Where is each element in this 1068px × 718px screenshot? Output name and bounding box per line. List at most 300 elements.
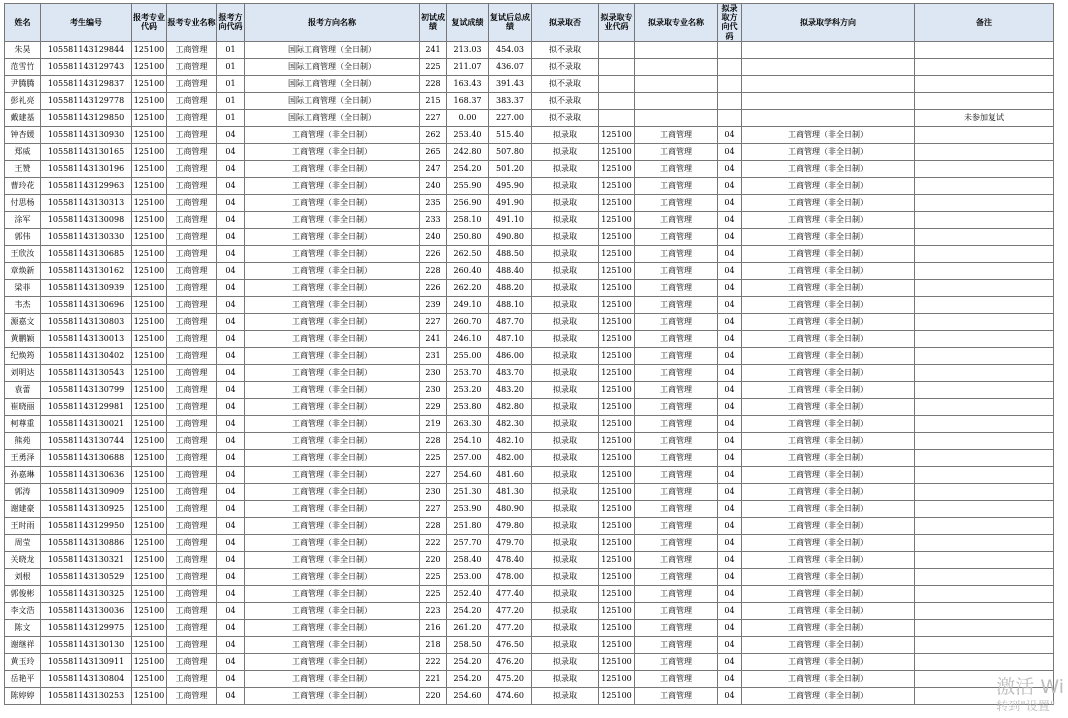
cell-major-name: 工商管理	[167, 245, 217, 262]
cell-admit-direction: 工商管理（非全日制）	[742, 364, 915, 381]
cell-exam-id: 105581143130909	[41, 483, 132, 500]
cell-retest-score: 253.00	[447, 568, 489, 585]
table-row	[5, 449, 1054, 466]
cell-direction-code: 04	[217, 126, 245, 143]
cell-direction-name: 工商管理（非全日制）	[245, 228, 420, 245]
cell-name: 郑威	[5, 143, 41, 160]
cell-admit-major-code: 125100	[599, 296, 635, 313]
cell-name: 孙嘉琳	[5, 466, 41, 483]
cell-total-score: 477.40	[489, 585, 532, 602]
cell-exam-id: 105581143130402	[41, 347, 132, 364]
cell-total-score: 476.20	[489, 653, 532, 670]
cell-direction-code: 04	[217, 160, 245, 177]
cell-major-code: 125100	[132, 228, 167, 245]
cell-major-name: 工商管理	[167, 313, 217, 330]
cell-retest-score: 254.60	[447, 687, 489, 704]
cell-exam-id: 105581143130886	[41, 534, 132, 551]
cell-direction-name: 工商管理（非全日制）	[245, 585, 420, 602]
table-row	[5, 483, 1054, 500]
cell-admit-direction-code: 04	[718, 636, 742, 653]
table-row	[5, 41, 1054, 58]
cell-total-score: 487.70	[489, 313, 532, 330]
cell-admit-major-code: 125100	[599, 177, 635, 194]
cell-direction-code: 04	[217, 262, 245, 279]
cell-remarks	[915, 262, 1054, 279]
cell-name: 源嘉文	[5, 313, 41, 330]
cell-retest-score: 254.20	[447, 653, 489, 670]
cell-total-score: 482.30	[489, 415, 532, 432]
cell-major-name: 工商管理	[167, 568, 217, 585]
cell-major-code: 125100	[132, 92, 167, 109]
cell-remarks	[915, 483, 1054, 500]
cell-admit-direction: 工商管理（非全日制）	[742, 449, 915, 466]
cell-admit-direction-code: 04	[718, 347, 742, 364]
cell-direction-code: 04	[217, 568, 245, 585]
cell-admit-direction-code: 04	[718, 245, 742, 262]
cell-direction-name: 工商管理（非全日制）	[245, 364, 420, 381]
cell-major-name: 工商管理	[167, 585, 217, 602]
cell-initial-score: 227	[420, 466, 447, 483]
cell-admit-direction-code: 04	[718, 466, 742, 483]
table-row	[5, 143, 1054, 160]
cell-major-name: 工商管理	[167, 228, 217, 245]
cell-direction-name: 工商管理（非全日制）	[245, 296, 420, 313]
cell-name: 戴建基	[5, 109, 41, 126]
cell-admission-status: 拟录取	[532, 602, 599, 619]
cell-admit-major-code: 125100	[599, 432, 635, 449]
cell-admit-major-name: 工商管理	[635, 415, 718, 432]
cell-major-code: 125100	[132, 466, 167, 483]
table-row	[5, 279, 1054, 296]
cell-direction-code: 04	[217, 194, 245, 211]
cell-admit-major-name: 工商管理	[635, 228, 718, 245]
cell-admit-major-name: 工商管理	[635, 432, 718, 449]
cell-direction-code: 04	[217, 449, 245, 466]
cell-admit-major-code: 125100	[599, 449, 635, 466]
cell-initial-score: 223	[420, 602, 447, 619]
cell-initial-score: 216	[420, 619, 447, 636]
cell-major-name: 工商管理	[167, 75, 217, 92]
cell-direction-code: 01	[217, 58, 245, 75]
cell-direction-name: 工商管理（非全日制）	[245, 449, 420, 466]
cell-exam-id: 105581143130543	[41, 364, 132, 381]
cell-admit-major-name: 工商管理	[635, 296, 718, 313]
cell-major-code: 125100	[132, 415, 167, 432]
cell-admit-direction: 工商管理（非全日制）	[742, 194, 915, 211]
cell-retest-score: 261.20	[447, 619, 489, 636]
cell-initial-score: 262	[420, 126, 447, 143]
table-row	[5, 245, 1054, 262]
cell-direction-name: 工商管理（非全日制）	[245, 619, 420, 636]
cell-total-score: 488.10	[489, 296, 532, 313]
cell-admit-major-code: 125100	[599, 245, 635, 262]
cell-admission-status: 拟录取	[532, 466, 599, 483]
cell-initial-score: 221	[420, 670, 447, 687]
cell-direction-code: 04	[217, 415, 245, 432]
cell-admit-direction-code: 04	[718, 194, 742, 211]
cell-total-score: 479.70	[489, 534, 532, 551]
cell-remarks	[915, 58, 1054, 75]
cell-remarks	[915, 347, 1054, 364]
cell-admit-major-name	[635, 109, 718, 126]
cell-name: 崔晓丽	[5, 398, 41, 415]
cell-admit-major-code	[599, 58, 635, 75]
cell-name: 梁菲	[5, 279, 41, 296]
cell-admit-direction-code: 04	[718, 160, 742, 177]
table-row	[5, 347, 1054, 364]
cell-admit-major-name	[635, 41, 718, 58]
cell-admit-major-name: 工商管理	[635, 381, 718, 398]
cell-total-score: 488.20	[489, 279, 532, 296]
cell-remarks	[915, 500, 1054, 517]
cell-admission-status: 拟录取	[532, 415, 599, 432]
cell-retest-score: 257.00	[447, 449, 489, 466]
cell-admit-direction	[742, 75, 915, 92]
cell-name: 纪焕筠	[5, 347, 41, 364]
cell-name: 曹玲花	[5, 177, 41, 194]
cell-major-name: 工商管理	[167, 177, 217, 194]
cell-total-score: 475.20	[489, 670, 532, 687]
cell-name: 尹腾腾	[5, 75, 41, 92]
cell-admit-direction-code: 04	[718, 228, 742, 245]
cell-admit-major-name: 工商管理	[635, 619, 718, 636]
cell-exam-id: 105581143130021	[41, 415, 132, 432]
cell-retest-score: 253.20	[447, 381, 489, 398]
cell-initial-score: 227	[420, 500, 447, 517]
cell-admission-status: 拟录取	[532, 126, 599, 143]
cell-admission-status: 拟录取	[532, 347, 599, 364]
cell-direction-code: 04	[217, 330, 245, 347]
cell-retest-score: 253.80	[447, 398, 489, 415]
cell-major-name: 工商管理	[167, 534, 217, 551]
cell-direction-name: 工商管理（非全日制）	[245, 160, 420, 177]
cell-admit-direction: 工商管理（非全日制）	[742, 585, 915, 602]
cell-admit-major-code: 125100	[599, 568, 635, 585]
cell-admit-major-name: 工商管理	[635, 160, 718, 177]
cell-direction-code: 04	[217, 432, 245, 449]
cell-admit-direction	[742, 92, 915, 109]
cell-admission-status: 拟录取	[532, 364, 599, 381]
cell-admit-direction: 工商管理（非全日制）	[742, 517, 915, 534]
cell-admit-major-name: 工商管理	[635, 466, 718, 483]
cell-retest-score: 252.40	[447, 585, 489, 602]
cell-admit-major-code: 125100	[599, 483, 635, 500]
cell-exam-id: 105581143130330	[41, 228, 132, 245]
cell-admit-direction-code: 04	[718, 551, 742, 568]
cell-admit-direction-code: 04	[718, 143, 742, 160]
cell-admit-major-name: 工商管理	[635, 347, 718, 364]
cell-major-code: 125100	[132, 75, 167, 92]
cell-remarks	[915, 143, 1054, 160]
cell-admit-direction: 工商管理（非全日制）	[742, 568, 915, 585]
cell-admit-major-name: 工商管理	[635, 245, 718, 262]
cell-exam-id: 105581143130321	[41, 551, 132, 568]
header-admit-direction: 拟录取学科方向	[742, 4, 915, 42]
cell-total-score: 479.80	[489, 517, 532, 534]
table-row	[5, 585, 1054, 602]
cell-retest-score: 257.70	[447, 534, 489, 551]
cell-name: 刘明达	[5, 364, 41, 381]
header-admit-direction-code: 拟录取方向代码	[718, 4, 742, 42]
cell-admit-direction-code: 04	[718, 449, 742, 466]
cell-admit-direction: 工商管理（非全日制）	[742, 500, 915, 517]
cell-total-score: 476.50	[489, 636, 532, 653]
cell-exam-id: 105581143130804	[41, 670, 132, 687]
cell-major-name: 工商管理	[167, 636, 217, 653]
admission-results-table	[4, 3, 1054, 705]
cell-retest-score: 249.10	[447, 296, 489, 313]
cell-name: 王赞	[5, 160, 41, 177]
cell-exam-id: 105581143130325	[41, 585, 132, 602]
cell-retest-score: 0.00	[447, 109, 489, 126]
cell-admit-major-code: 125100	[599, 160, 635, 177]
cell-direction-name: 工商管理（非全日制）	[245, 670, 420, 687]
cell-initial-score: 230	[420, 483, 447, 500]
cell-major-code: 125100	[132, 653, 167, 670]
cell-admission-status: 拟录取	[532, 483, 599, 500]
table-row	[5, 534, 1054, 551]
cell-initial-score: 220	[420, 551, 447, 568]
cell-admit-direction-code: 04	[718, 483, 742, 500]
header-total-score: 复试后总成绩	[489, 4, 532, 42]
cell-retest-score: 168.37	[447, 92, 489, 109]
cell-admit-direction	[742, 41, 915, 58]
cell-remarks	[915, 670, 1054, 687]
cell-admit-direction: 工商管理（非全日制）	[742, 313, 915, 330]
cell-major-code: 125100	[132, 670, 167, 687]
cell-admission-status: 拟录取	[532, 636, 599, 653]
cell-remarks	[915, 245, 1054, 262]
cell-total-score: 483.20	[489, 381, 532, 398]
cell-direction-code: 04	[217, 143, 245, 160]
cell-major-name: 工商管理	[167, 619, 217, 636]
cell-admit-major-name: 工商管理	[635, 313, 718, 330]
cell-exam-id: 105581143129975	[41, 619, 132, 636]
cell-exam-id: 105581143129963	[41, 177, 132, 194]
cell-admit-direction-code: 04	[718, 313, 742, 330]
cell-remarks	[915, 41, 1054, 58]
cell-name: 袁蕾	[5, 381, 41, 398]
cell-exam-id: 105581143130013	[41, 330, 132, 347]
cell-direction-code: 04	[217, 670, 245, 687]
cell-major-name: 工商管理	[167, 602, 217, 619]
cell-total-score: 495.90	[489, 177, 532, 194]
header-name: 姓名	[5, 4, 41, 42]
cell-admission-status: 拟录取	[532, 500, 599, 517]
cell-major-name: 工商管理	[167, 551, 217, 568]
cell-admit-direction-code: 04	[718, 568, 742, 585]
cell-remarks	[915, 398, 1054, 415]
cell-admit-direction: 工商管理（非全日制）	[742, 415, 915, 432]
cell-total-score: 482.00	[489, 449, 532, 466]
cell-admission-status: 拟录取	[532, 194, 599, 211]
cell-retest-score: 211.07	[447, 58, 489, 75]
cell-admit-major-name: 工商管理	[635, 177, 718, 194]
cell-remarks	[915, 381, 1054, 398]
cell-admit-major-name: 工商管理	[635, 568, 718, 585]
cell-name: 付思杨	[5, 194, 41, 211]
table-body	[5, 41, 1054, 704]
cell-admission-status: 拟录取	[532, 687, 599, 704]
table-row	[5, 262, 1054, 279]
cell-admission-status: 拟录取	[532, 534, 599, 551]
cell-major-code: 125100	[132, 500, 167, 517]
table-row	[5, 313, 1054, 330]
cell-exam-id: 105581143129850	[41, 109, 132, 126]
table-row	[5, 92, 1054, 109]
cell-remarks	[915, 228, 1054, 245]
cell-direction-name: 工商管理（非全日制）	[245, 177, 420, 194]
cell-admit-direction: 工商管理（非全日制）	[742, 551, 915, 568]
cell-admit-direction: 工商管理（非全日制）	[742, 534, 915, 551]
cell-name: 陈婷婷	[5, 687, 41, 704]
cell-initial-score: 225	[420, 568, 447, 585]
cell-major-code: 125100	[132, 483, 167, 500]
cell-admission-status: 拟录取	[532, 551, 599, 568]
cell-remarks	[915, 687, 1054, 704]
cell-major-code: 125100	[132, 177, 167, 194]
cell-initial-score: 225	[420, 585, 447, 602]
cell-total-score: 501.20	[489, 160, 532, 177]
cell-retest-score: 262.50	[447, 245, 489, 262]
cell-exam-id: 105581143129837	[41, 75, 132, 92]
table-row	[5, 330, 1054, 347]
cell-admit-major-code: 125100	[599, 313, 635, 330]
cell-admit-direction-code: 04	[718, 330, 742, 347]
cell-initial-score: 226	[420, 245, 447, 262]
cell-direction-code: 04	[217, 245, 245, 262]
cell-admit-direction: 工商管理（非全日制）	[742, 296, 915, 313]
cell-direction-name: 工商管理（非全日制）	[245, 534, 420, 551]
cell-name: 章焕新	[5, 262, 41, 279]
cell-admit-major-code: 125100	[599, 653, 635, 670]
cell-admission-status: 拟录取	[532, 279, 599, 296]
cell-admit-direction-code: 04	[718, 398, 742, 415]
cell-admit-direction-code	[718, 75, 742, 92]
cell-total-score: 483.70	[489, 364, 532, 381]
table-row	[5, 432, 1054, 449]
cell-direction-code: 04	[217, 296, 245, 313]
cell-name: 郭俊彬	[5, 585, 41, 602]
cell-initial-score: 222	[420, 534, 447, 551]
table-row	[5, 500, 1054, 517]
cell-admit-major-code: 125100	[599, 194, 635, 211]
table-row	[5, 398, 1054, 415]
cell-direction-code: 01	[217, 92, 245, 109]
header-exam-id: 考生编号	[41, 4, 132, 42]
cell-direction-name: 工商管理（非全日制）	[245, 687, 420, 704]
cell-remarks	[915, 211, 1054, 228]
cell-major-code: 125100	[132, 398, 167, 415]
cell-total-score: 486.00	[489, 347, 532, 364]
cell-retest-score: 262.20	[447, 279, 489, 296]
cell-exam-id: 105581143130130	[41, 636, 132, 653]
cell-initial-score: 226	[420, 279, 447, 296]
cell-direction-code: 04	[217, 687, 245, 704]
cell-admit-major-code	[599, 41, 635, 58]
cell-remarks	[915, 466, 1054, 483]
cell-admit-major-code: 125100	[599, 347, 635, 364]
cell-admission-status: 拟录取	[532, 432, 599, 449]
cell-admit-major-name: 工商管理	[635, 126, 718, 143]
cell-admit-major-code: 125100	[599, 279, 635, 296]
cell-total-score: 478.40	[489, 551, 532, 568]
cell-admit-direction-code: 04	[718, 670, 742, 687]
cell-admit-direction: 工商管理（非全日制）	[742, 602, 915, 619]
cell-admission-status: 拟录取	[532, 330, 599, 347]
cell-major-name: 工商管理	[167, 211, 217, 228]
cell-remarks	[915, 449, 1054, 466]
cell-direction-name: 工商管理（非全日制）	[245, 466, 420, 483]
cell-direction-name: 国际工商管理（全日制）	[245, 109, 420, 126]
table-row	[5, 109, 1054, 126]
cell-admit-direction-code: 04	[718, 500, 742, 517]
cell-name: 涂军	[5, 211, 41, 228]
cell-direction-name: 工商管理（非全日制）	[245, 551, 420, 568]
header-initial-score: 初试成绩	[420, 4, 447, 42]
cell-admission-status: 拟录取	[532, 449, 599, 466]
cell-direction-name: 工商管理（非全日制）	[245, 398, 420, 415]
cell-admit-major-name: 工商管理	[635, 670, 718, 687]
cell-admit-major-name: 工商管理	[635, 687, 718, 704]
cell-admission-status: 拟录取	[532, 398, 599, 415]
cell-major-name: 工商管理	[167, 262, 217, 279]
cell-direction-name: 工商管理（非全日制）	[245, 415, 420, 432]
cell-major-name: 工商管理	[167, 517, 217, 534]
cell-admit-direction-code: 04	[718, 211, 742, 228]
cell-major-code: 125100	[132, 330, 167, 347]
cell-admit-direction-code: 04	[718, 262, 742, 279]
cell-admit-major-code: 125100	[599, 126, 635, 143]
cell-direction-code: 04	[217, 211, 245, 228]
table-row	[5, 415, 1054, 432]
cell-remarks	[915, 313, 1054, 330]
cell-initial-score: 233	[420, 211, 447, 228]
cell-direction-code: 04	[217, 602, 245, 619]
cell-admission-status: 拟录取	[532, 619, 599, 636]
cell-admit-major-name: 工商管理	[635, 534, 718, 551]
cell-total-score: 491.90	[489, 194, 532, 211]
cell-name: 王勇泽	[5, 449, 41, 466]
cell-admit-major-code: 125100	[599, 500, 635, 517]
cell-initial-score: 218	[420, 636, 447, 653]
cell-admit-direction-code	[718, 92, 742, 109]
cell-exam-id: 105581143130529	[41, 568, 132, 585]
cell-direction-name: 工商管理（非全日制）	[245, 347, 420, 364]
cell-name: 柯尊重	[5, 415, 41, 432]
cell-exam-id: 105581143129950	[41, 517, 132, 534]
cell-exam-id: 105581143130162	[41, 262, 132, 279]
cell-initial-score: 247	[420, 160, 447, 177]
cell-major-code: 125100	[132, 160, 167, 177]
header-row	[5, 4, 1054, 42]
cell-major-code: 125100	[132, 58, 167, 75]
table-row	[5, 619, 1054, 636]
cell-admission-status: 拟录取	[532, 296, 599, 313]
cell-major-name: 工商管理	[167, 653, 217, 670]
cell-total-score: 488.40	[489, 262, 532, 279]
cell-initial-score: 228	[420, 75, 447, 92]
cell-exam-id: 105581143130685	[41, 245, 132, 262]
cell-admit-major-code	[599, 75, 635, 92]
cell-admission-status: 拟录取	[532, 143, 599, 160]
cell-retest-score: 258.50	[447, 636, 489, 653]
cell-admit-major-name: 工商管理	[635, 636, 718, 653]
cell-retest-score: 255.00	[447, 347, 489, 364]
cell-admit-major-name: 工商管理	[635, 500, 718, 517]
cell-name: 王欣汝	[5, 245, 41, 262]
cell-total-score: 480.90	[489, 500, 532, 517]
